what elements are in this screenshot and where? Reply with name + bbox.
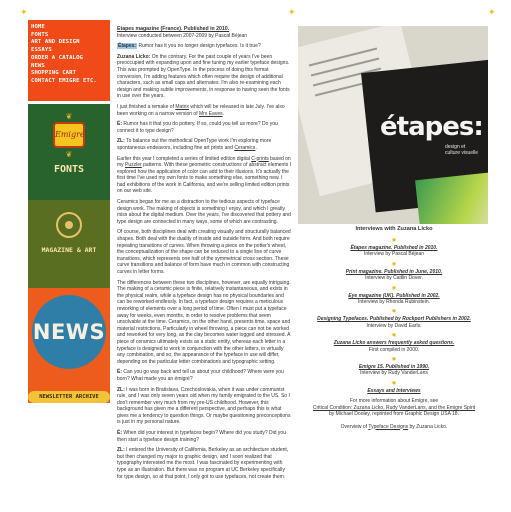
star-icon: ✸ (391, 357, 397, 364)
corner-mark-icon: ✦ (20, 7, 28, 17)
interview-item (298, 381, 490, 394)
star-icon: ✸ (391, 285, 397, 292)
answer-text: To balance out the methodical OpenType work I'm exploring more spontaneous endeavors, including fine art prints and (117, 138, 272, 151)
interview-byline: Interview by Caitlin Dover. (365, 275, 423, 282)
question-text: Rumor has it that you do pottery. If so, could you tell us more? Do you connect it to type design? (117, 121, 278, 134)
c-prints-link[interactable]: C-prints (251, 155, 269, 162)
answer-text: . (255, 144, 257, 151)
article-subtitle: Interview conducted between 2007-2009 by Pascal Béjean (117, 32, 248, 39)
star-icon: ✸ (391, 261, 397, 268)
answer-text: Earlier this year I completed a series of limited edition digital (117, 155, 252, 162)
newsletter-archive-button[interactable]: NEWSLETTER ARCHIVE (28, 391, 110, 403)
speaker-label: ZL: (117, 447, 125, 454)
answer-paragraph (117, 156, 291, 196)
speaker-label: ZL: (117, 138, 125, 145)
interview-item (298, 309, 490, 329)
matrix-link[interactable]: Matrix (175, 103, 189, 110)
interview-item (298, 333, 490, 353)
flourish-icon: ❦ (65, 112, 73, 121)
interview-article (117, 26, 291, 511)
interview-link[interactable]: Designing Typefaces. Published by Rockport Publishers in 2002. (317, 316, 471, 323)
answer-text: I was born in Bratislava, Czechoslovakia, when it was under communist rule, and I was only seven years old when my family emigrated to the US. So I don't remember very much from my pre-US childhood. However, this background has given me a different perspective, and perhaps this is what gives me a tendency to question things. Or maybe questioning preconceptions is just in my personal nature. (117, 386, 291, 426)
star-icon: ✸ (391, 309, 397, 316)
etapes-tagline (445, 144, 478, 156)
news-tile[interactable] (28, 288, 110, 403)
interview-byline: Interview by Pascal Béjean (363, 251, 425, 258)
more-info (298, 398, 490, 417)
nav-item-home[interactable]: HOME (31, 24, 45, 30)
answer-text: I entered the University of California, Berkeley as an architecture student, but then changed my major to graphic design, and I soon realized that typography interested me the most. I was fascinated by experimenting with type as an illustration. But there was no program at UC Berkeley specifically for type design, so at that point, I only got to use typefaces, not create them. (117, 447, 289, 480)
article-title: Étapes magazine (France). Published in 2010. (117, 26, 230, 32)
answer-paragraph (117, 138, 291, 151)
answer-paragraph: Of course, both disciplines deal with creating visually and structurally balanced shapes. Both deal with the duality of inside and outside form. And both require repeating transitions of curves. When throwing a piece on the potter's wheel, the conceptualization of the shape can be reduced to a single line of curve transitions, which represents one half of the symmetrical cross section. These curve transitions and balance of form have much in common with constructing curves in letter forms. (117, 229, 291, 275)
interviews-items (298, 238, 490, 394)
interview-item (298, 262, 490, 282)
answer-paragraph (117, 387, 291, 427)
answer-paragraph: Ceramics began for me as a distraction to the tedious aspects of typeface design work. The making of objects is something I enjoy, and which I greatly miss about the digital medium. Over the years, I've discovered that pottery and type design are connected in many ways, some of which are contrasting. (117, 199, 291, 225)
interview-link[interactable]: Print magazine. Published in June, 2010. (345, 268, 443, 275)
etapes-magazine-photo (298, 26, 488, 224)
answer-paragraph (117, 104, 291, 117)
interview-link[interactable]: Eye magazine (UK). Published in 2002. (348, 292, 440, 299)
interview-link[interactable]: Étapes magazine. Published in 2010. (350, 245, 438, 251)
interview-byline: Interview by Rudy VanderLans (360, 370, 428, 377)
ceramics-link[interactable]: Ceramics (234, 144, 256, 151)
news-tile-label: NEWS (32, 320, 106, 344)
interview-link[interactable]: Essays and Interviews (367, 387, 421, 394)
nav-item-shopping-cart[interactable]: SHOPPING CART (31, 70, 77, 77)
question-paragraph (117, 430, 291, 443)
speaker-label: É: (117, 369, 122, 376)
critical-condition-link[interactable]: Critical Condition: Zuzana Licko, Rudy VanderLans, and the Emigre Spirit (312, 404, 476, 411)
answer-paragraph: The differences between these two disciplines, however, are equally intriguing. The making of a ceramic piece is finite, relatively instantaneous, and exists in the physical realm, while a typeface design has no physical boundaries and can be reworked endlessly. In fact, a typeface design requires a meticulous reworking of elements over a long period of time. Often I must put a typeface away for weeks, even months, in order to resolve problems that seem unsolvable at the time. Ceramics, on the other hand, presents time, space and material restrictions. Particularly in wheel throwing, a piece can not be worked and reworked for very long, as the clay becomes water logged and stressed. A piece of ceramics ultimately exists as a static entity, whereas each letter in a typeface is designed to work in conjunction with the other letters, in virtually any combination, and so, the appearance of the typeface in use will differ, depending on the particular letter combinations and typographic setting. (117, 279, 291, 365)
question-paragraph (117, 43, 291, 50)
nav-item-contact[interactable]: CONTACT EMIGRE ETC. (31, 77, 97, 84)
tagline-line: culture visuelle (445, 150, 479, 156)
star-icon: ✸ (391, 333, 397, 340)
fonts-tile[interactable] (28, 104, 110, 200)
nav-item-news[interactable]: NEWS (31, 62, 45, 69)
interviews-list (298, 226, 490, 430)
nav-item-essays[interactable]: ESSAYS (31, 47, 52, 54)
interview-byline: First compiled in 2000. (368, 346, 420, 353)
magazine-art-tile[interactable] (28, 200, 110, 288)
etapes-tag: Étapes: (118, 43, 137, 50)
interview-item (298, 357, 490, 377)
question-text: Rumor has it you no longer design typefaces. Is it true? (137, 43, 261, 50)
typeface-designs-link[interactable]: Typeface Designs (368, 423, 409, 430)
speaker-label: Zuzana Licko: (117, 53, 151, 60)
interview-byline: Interview by David Earls. (366, 322, 422, 329)
answer-text: patterns. With these geometric constructions of abstract elements I explored how the application of color can add to their illusions. It's actually the first time I've used my own fonts to make something else, something new. I had exhibitions of the work in California, and we're selling limited edition prints on our web site. (117, 162, 291, 195)
interview-byline: Interview by Rhonda Rubinstein. (358, 299, 430, 306)
nav-item-art-and-design[interactable]: ART AND DESIGN (31, 39, 80, 46)
question-text: When did your interest in typefaces begin? Where did you study? Did you then start a typeface design training? (117, 430, 286, 443)
more-info-text: by Michael Dooley, reprinted from Graphic Design USA 18. (329, 411, 459, 418)
answer-paragraph (117, 447, 291, 480)
question-text: Can you go way back and tell us about your childhood? Where were you born? What made you an émigré? (117, 369, 284, 382)
overview-note (298, 424, 490, 430)
fonts-tile-label: FONTS (53, 164, 85, 175)
tagline-line: design et (445, 144, 466, 150)
corner-mark-icon: ✦ (288, 7, 296, 17)
overview-text: by Zuzana Licko. (408, 423, 448, 430)
puzzler-link[interactable]: Puzzler (125, 162, 142, 169)
interview-item (298, 238, 490, 258)
answer-text: . (222, 110, 225, 117)
interviews-heading: Interviews with Zuzana Licko (355, 226, 433, 232)
magazine-tile-label: MAGAZINE & ART (41, 246, 97, 254)
star-icon: ✸ (391, 380, 397, 387)
question-paragraph (117, 121, 291, 134)
etapes-masthead: étapes: (380, 112, 483, 142)
emigre-logo: Emigre (53, 122, 85, 148)
overview-text: Overview of (340, 423, 369, 430)
speaker-label: É: (117, 121, 122, 128)
answer-text: I just finished a remake of (117, 103, 176, 110)
nav-item-fonts[interactable]: FONTS (31, 31, 49, 38)
nav-item-order-catalog[interactable]: ORDER A CATALOG (31, 54, 84, 61)
corner-mark-icon: ✦ (488, 7, 496, 17)
star-icon: ✸ (391, 238, 397, 244)
mrs-eaves-link[interactable]: Mrs Eaves (199, 110, 223, 117)
answer-text: On the contrary. For the past couple of years I've been preoccupied with expanding upon and fine tuning my earlier typeface designs. This was prompted by OpenType. In the process of doing this format conversion, I'm adding features which often require the design of additional characters, such as small caps and alternates. I'm also re-examining each design and making subtle improvements, in response to having seen the fonts in use over the years. (117, 53, 290, 100)
magazine-icon (56, 212, 82, 238)
answer-text: based on my (117, 155, 291, 169)
answer-paragraph (117, 54, 291, 100)
flourish-icon: ❦ (65, 150, 73, 159)
answer-text: which will be released in late July. I've also been working on a narrow version of (117, 103, 285, 117)
main-nav (28, 20, 110, 101)
more-info-text: For more information about Emigre, see (349, 398, 439, 405)
interview-item (298, 286, 490, 306)
speaker-label: É: (117, 430, 122, 437)
question-paragraph (117, 369, 291, 382)
speaker-label: ZL: (117, 386, 125, 393)
interview-link[interactable]: Zuzana Licko answers frequently asked questions. (333, 340, 455, 347)
interview-link[interactable]: Emigre 15. Published in 1990. (358, 364, 430, 371)
cover-stripe-graphic (415, 172, 488, 224)
